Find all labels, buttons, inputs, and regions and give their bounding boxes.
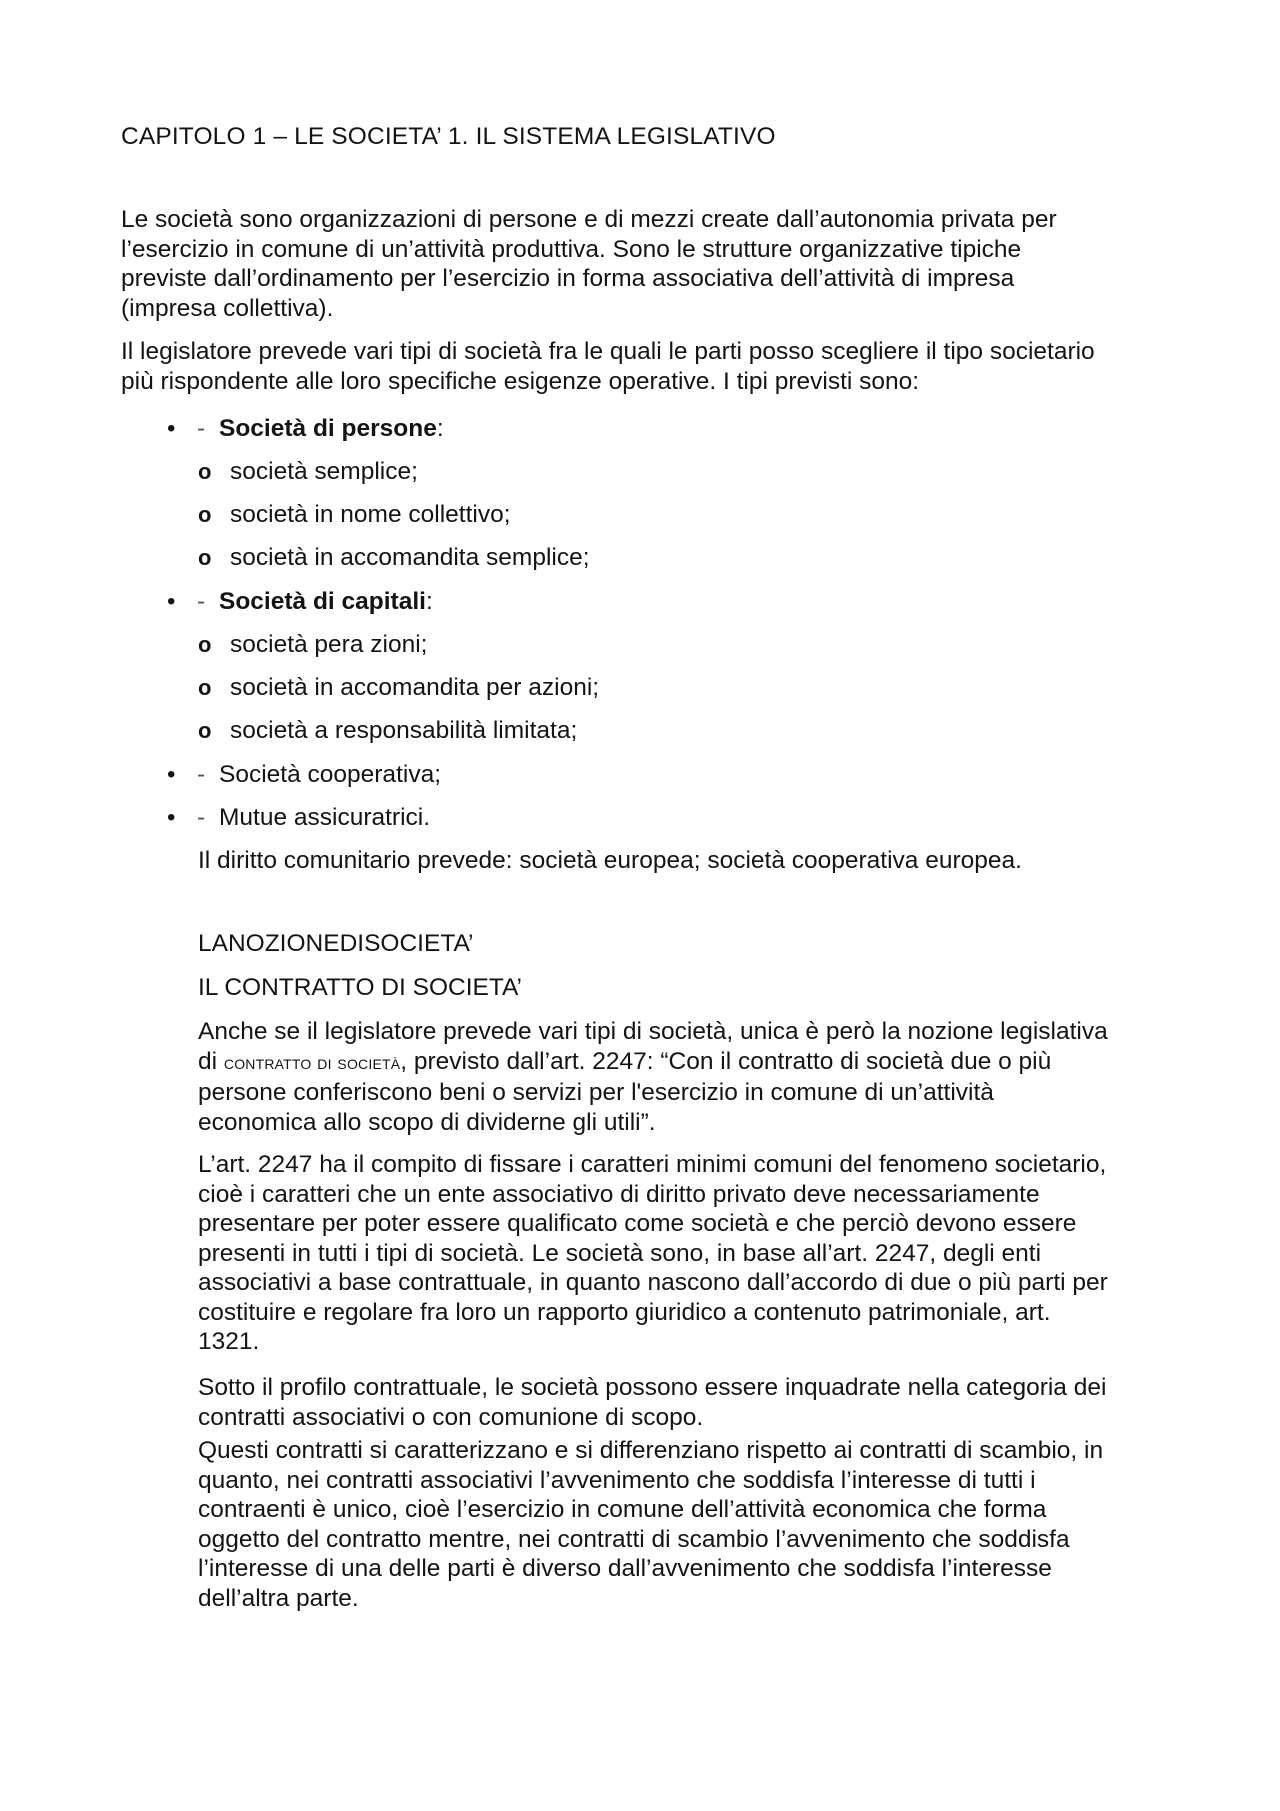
text-line: persone conferiscono beni o servizi per l'esercizio in comune di un’attività xyxy=(198,1079,994,1106)
text-line: l’esercizio in comune di un’attività produttiva. Sono le strutture organizzative tipiche xyxy=(121,235,1022,263)
text-line: 1321. xyxy=(198,1328,260,1355)
sub-list-item xyxy=(198,500,511,530)
circle-bullet-icon: o xyxy=(198,675,212,700)
text-line: Il legislatore prevede vari tipi di società fra le quali le parti posso scegliere il tipo societario xyxy=(121,338,1095,365)
section-title: LANOZIONEDISOCIETA’ xyxy=(198,930,474,957)
section-subtitle: IL CONTRATTO DI SOCIETA’ xyxy=(198,974,522,1001)
text-line: economica allo scopo di dividerne gli utili”. xyxy=(198,1108,656,1136)
text-line: Anche se il legislatore prevede vari tipi di società, unica è però la nozione legislativa xyxy=(198,1018,1108,1045)
sub-item-label: società in nome collettivo; xyxy=(230,501,511,528)
bullet-icon: • xyxy=(167,804,176,831)
text-fragment: di xyxy=(198,1047,224,1075)
text-line: dell’altra parte. xyxy=(198,1584,359,1612)
text-line: l’interesse di una delle parti è diverso dall’avvenimento che soddisfa l’interesse xyxy=(198,1555,1052,1582)
sub-item-label: società semplice; xyxy=(230,458,418,485)
text-line: L’art. 2247 ha il compito di fissare i caratteri minimi comuni del fenomeno societario, xyxy=(198,1151,1107,1178)
text-line: presenti in tutti i tipi di società. Le società sono, in base all’art. 2247, degli enti xyxy=(198,1239,1042,1267)
text-line: costituire e regolare fra loro un rapporto giuridico a contenuto patrimoniale, art. xyxy=(198,1298,1051,1326)
sub-list-item xyxy=(198,543,590,573)
bullet-icon: • xyxy=(167,588,176,615)
list-item-persone xyxy=(167,414,444,444)
circle-bullet-icon: o xyxy=(198,459,212,484)
text-line: Le società sono organizzazioni di persone e di mezzi create dall’autonomia privata per xyxy=(121,206,1057,233)
list-item-mutue xyxy=(167,803,430,833)
text-line: Questi contratti si caratterizzano e si differenziano rispetto ai contratti di scambio, in xyxy=(198,1437,1104,1464)
list-item-label: Mutue assicuratrici. xyxy=(219,804,431,831)
colon: : xyxy=(425,588,433,615)
bullet-icon: • xyxy=(167,761,176,788)
sub-list-item xyxy=(198,716,577,746)
art-paragraph xyxy=(198,1150,1183,1357)
text-line: presentare per poter essere qualificato come società e che perciò devono essere xyxy=(198,1210,1077,1237)
list-item-label: Società di persone xyxy=(219,415,437,442)
dash-marker: - xyxy=(197,761,206,788)
circle-bullet-icon: o xyxy=(198,545,212,570)
types-intro-paragraph xyxy=(121,337,1181,396)
list-item-label: Società di capitali xyxy=(219,588,426,615)
text-line: associativi a base contrattuale, in quanto nascono dall’accordo di due o più parti per xyxy=(198,1269,1108,1296)
text-line: Sotto il profilo contrattuale, le società possono essere inquadrate nella categoria dei xyxy=(198,1374,1107,1401)
sub-item-label: società in accomandita semplice; xyxy=(230,544,590,571)
sub-item-label: società a responsabilità limitata; xyxy=(230,717,578,744)
text-line: contratti associativi o con comunione di scopo. xyxy=(198,1403,704,1431)
text-line: previste dall’ordinamento per l’esercizio in forma associativa dell’attività di impresa xyxy=(121,265,1015,292)
small-caps-term: contratto di società xyxy=(223,1051,401,1074)
list-item-label: Società cooperativa; xyxy=(219,761,441,788)
contract-paragraph xyxy=(198,1017,1183,1137)
bullet-icon: • xyxy=(167,415,176,442)
list-item-cooperativa xyxy=(167,760,441,790)
text-line: più rispondente alle loro specifiche esigenze operative. I tipi previsti sono: xyxy=(121,367,920,395)
eu-note: Il diritto comunitario prevede: società europea; società cooperativa europea. xyxy=(198,847,1022,874)
dash-marker: - xyxy=(197,588,206,615)
chapter-heading: CAPITOLO 1 – LE SOCIETA’ 1. IL SISTEMA LEGISLATIVO xyxy=(121,123,776,150)
sub-list-item xyxy=(198,673,599,703)
text-line xyxy=(198,1047,1183,1079)
sub-list-item xyxy=(198,457,418,487)
text-line: contraenti è unico, cioè l’esercizio in comune dell’attività economica che forma xyxy=(198,1496,1047,1523)
dash-marker: - xyxy=(197,804,206,831)
list-item-capitali xyxy=(167,587,433,617)
exchange-paragraph xyxy=(198,1436,1183,1613)
text-line: (impresa collettiva). xyxy=(121,294,334,322)
text-line: quanto, nei contratti associativi l’avvenimento che soddisfa l’interesse di tutti i xyxy=(198,1466,1036,1494)
circle-bullet-icon: o xyxy=(198,718,212,743)
circle-bullet-icon: o xyxy=(198,502,212,527)
profile-paragraph xyxy=(198,1373,1183,1432)
text-line: cioè i caratteri che un ente associativo di diritto privato deve necessariamente xyxy=(198,1180,1040,1208)
sub-item-label: società in accomandita per azioni; xyxy=(230,674,600,701)
sub-list-item xyxy=(198,630,427,660)
sub-item-label: società pera zioni; xyxy=(230,631,428,658)
dash-marker: - xyxy=(197,415,206,442)
text-fragment: , previsto dall’art. 2247: “Con il contratto di società due o più xyxy=(400,1047,1052,1075)
text-line: oggetto del contratto mentre, nei contratti di scambio l’avvenimento che soddisfa xyxy=(198,1525,1070,1553)
intro-paragraph xyxy=(121,205,1181,323)
colon: : xyxy=(436,415,444,442)
circle-bullet-icon: o xyxy=(198,632,212,657)
